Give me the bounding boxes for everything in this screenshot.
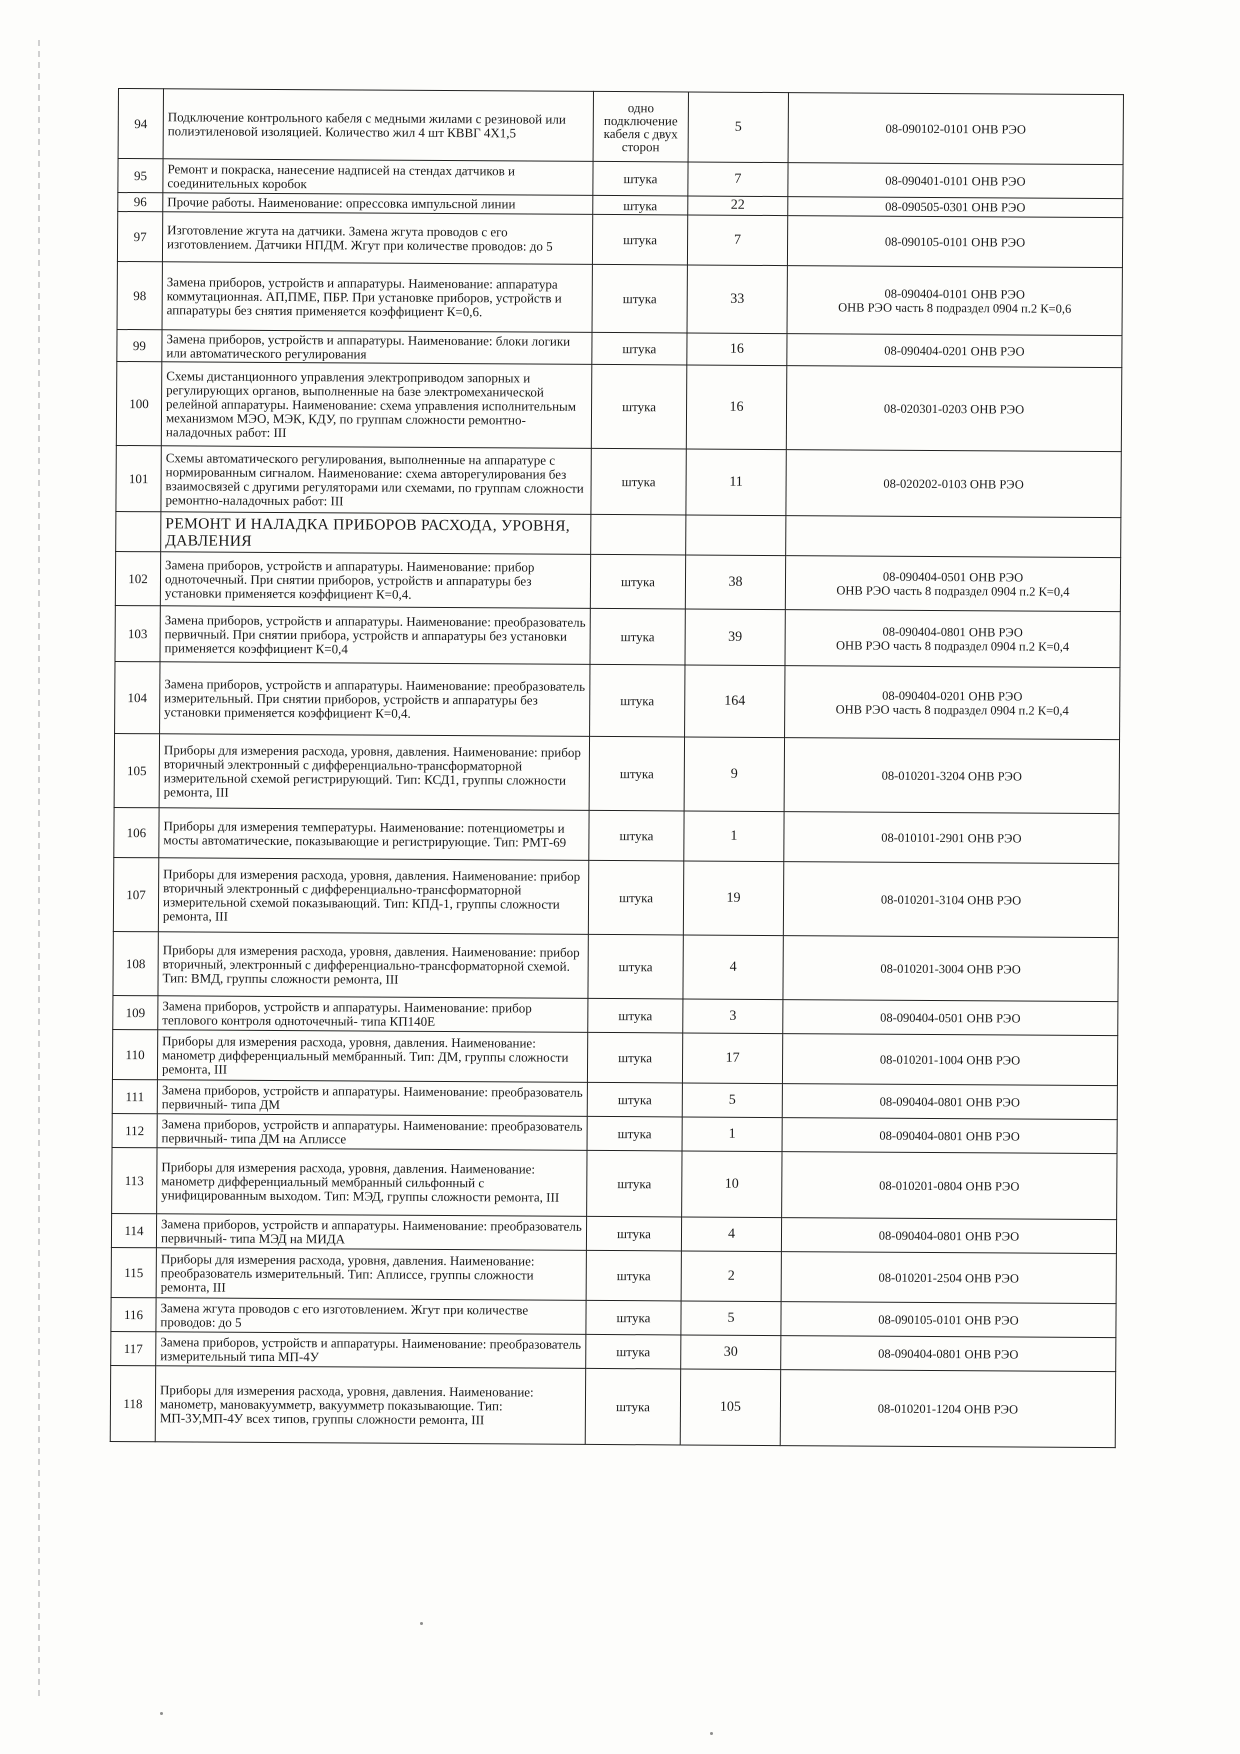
unit-cell: штука [588,998,683,1033]
quantity-cell: 4 [681,1217,781,1252]
quantity-cell: 105 [680,1369,780,1446]
row-number: 111 [112,1079,157,1113]
row-number: 106 [114,807,159,857]
quantity-cell: 22 [688,196,788,216]
norm-code-cell: 08-090404-0101 ОНВ РЭО ОНВ РЭО часть 8 подраздел 0904 п.2 К=0,6 [787,266,1122,336]
unit-cell: штука [586,1216,681,1251]
work-description: Замена приборов, устройств и аппаратуры. Наименование: преобразователь измерительный. При снятии приборов, устройств и аппаратуры без установки применяется коэффициент К=0,4. [160,662,590,737]
norm-code-cell: 08-090505-0301 ОНВ РЭО [788,197,1123,218]
row-number: 109 [113,995,158,1029]
quantity-cell: 7 [687,215,787,266]
works-table [110,88,1124,1448]
unit-cell: штука [587,1082,682,1117]
norm-code-cell: 08-020301-0203 ОНВ РЭО [786,366,1122,452]
unit-cell: штука [589,810,684,861]
work-description: Замена приборов, устройств и аппаратуры. Наименование: преобразователь первичный- типа ДМ на Аплиссе [157,1114,587,1151]
row-number: 96 [118,193,163,212]
table-row [111,1247,1116,1303]
norm-code-cell: 08-090404-0801 ОНВ РЭО [781,1336,1116,1372]
row-number [116,511,161,551]
work-description: Схемы автоматического регулирования, выполненные на аппаратуре с нормированным сигналом. Наименование: схема авторегулирования без взаимосвязей с другими регуляторами или схемами, по группам сложности ремонтно-наладочных работ: III [161,446,591,515]
works-table-body [110,89,1123,1448]
row-number: 104 [115,661,160,733]
quantity-cell: 1 [682,1117,782,1152]
row-number: 118 [110,1365,155,1441]
scan-speck [160,1712,163,1715]
norm-code-cell: 08-020202-0103 ОНВ РЭО [786,450,1121,518]
work-description: Замена приборов, устройств и аппаратуры. Наименование: аппаратура коммутационная. АП,ПМЕ, ПБР. При установке приборов, устройств и аппаратуры без снятия применяется коэффициент К=0,6. [162,262,592,333]
row-number: 94 [118,89,163,159]
quantity-cell: 38 [685,555,785,610]
row-number: 100 [116,361,162,445]
row-number: 98 [117,261,162,329]
table-row [115,605,1120,667]
unit-cell: штука [591,448,686,515]
quantity-cell: 3 [683,999,783,1034]
norm-code-cell: 08-010201-0804 ОНВ РЭО [782,1152,1117,1220]
norm-code-cell: 08-090404-0201 ОНВ РЭО [787,334,1122,368]
unit-cell [591,514,686,555]
unit-cell: штука [590,554,685,609]
norm-code-cell [786,516,1121,558]
work-description: Приборы для измерения расхода, уровня, давления. Наименование: манометр, мановакуумметр, вакуумметр показывающие. Тип: МП-3У,МП-4У всех типов, группы сложности ремонта, III [155,1366,585,1445]
work-description: Схемы дистанционного управления электроприводом запорных и регулирующих органов, выполненные на базе электромеханической релейной аппаратуры. Наименование: схема управления исполнительным механизмом МЭО, МЭК, КДУ, по группам сложности ремонтно-наладочных работ: III [161,362,592,449]
row-number: 115 [111,1247,156,1297]
unit-cell: штука [592,332,687,365]
table-row [112,1029,1117,1085]
unit-cell: штука [591,364,687,449]
table-row [113,931,1118,1001]
work-description: Приборы для измерения расхода, уровня, давления. Наименование: прибор вторичный электронный с дифференциально-трансформаторной измерительной схемой регистрирующий. Тип: КСД1, группы сложности ремонта, III [159,734,589,811]
row-number: 105 [114,733,159,807]
row-number: 97 [117,212,162,262]
norm-code-cell: 08-090404-0801 ОНВ РЭО [781,1218,1116,1254]
quantity-cell: 39 [685,609,785,666]
row-number: 101 [116,445,161,511]
table-row [117,212,1122,268]
quantity-cell: 5 [682,1083,782,1118]
work-description: Замена приборов, устройств и аппаратуры. Наименование: преобразователь первичный. При снятии прибора, устройств и аппаратуры без установки применяется коэффициент К=0,4 [160,606,590,665]
norm-code-cell: 08-010201-3104 ОНВ РЭО [783,862,1118,938]
work-description: Замена приборов, устройств и аппаратуры. Наименование: преобразователь первичный- типа ДМ [157,1080,587,1117]
unit-cell: штука [585,1368,680,1445]
unit-cell: штука [588,860,683,935]
work-description: Приборы для измерения расхода, уровня, давления. Наименование: прибор вторичный электронный с дифференциально-трансформаторной измерительной схемой показывающий. Тип: КПД-1, группы сложности ремонта, III [158,858,588,935]
unit-cell: штука [586,1250,681,1301]
norm-code-cell: 08-090404-0201 ОНВ РЭО ОНВ РЭО часть 8 подраздел 0904 п.2 К=0,4 [785,666,1120,740]
row-number: 112 [112,1113,157,1147]
norm-code-cell: 08-010201-1004 ОНВ РЭО [782,1034,1117,1086]
work-description: Ремонт и покраска, нанесение надписей на стендах датчиков и соединительных коробок [163,159,593,196]
work-description: Замена приборов, устройств и аппаратуры. Наименование: прибор теплового контроля одноточечный- типа КП140Е [158,996,588,1033]
table-row [114,733,1119,813]
norm-code-cell: 08-090105-0101 ОНВ РЭО [787,216,1122,268]
table-row [114,807,1119,863]
table-row [112,1147,1117,1219]
norm-code-cell: 08-010201-1204 ОНВ РЭО [780,1370,1115,1448]
work-description: Изготовление жгута на датчики. Замена жгута проводов с его изготовлением. Датчики НПДМ. Жгут при количестве проводов: до 5 [162,212,592,265]
quantity-cell: 5 [681,1301,781,1336]
quantity-cell: 30 [681,1335,781,1370]
norm-code-cell: 08-090102-0101 ОНВ РЭО [788,93,1123,165]
quantity-cell: 10 [682,1151,782,1218]
section-header-row [116,511,1121,557]
work-description: Замена приборов, устройств и аппаратуры. Наименование: преобразователь первичный- типа МЭД на МИДА [156,1214,586,1251]
work-description: Приборы для измерения расхода, уровня, давления. Наименование: манометр дифференциальный мембранный сильфонный с унифицированным выходом. Тип: МЭД, группы сложности ремонта, III [157,1148,587,1217]
row-number: 114 [111,1213,156,1247]
row-number: 117 [111,1331,156,1365]
quantity-cell: 16 [686,365,787,450]
row-number: 102 [115,551,160,605]
row-number: 99 [117,329,162,361]
unit-cell: штука [590,608,685,665]
unit-cell: штука [587,1150,682,1217]
quantity-cell: 4 [683,935,783,1000]
norm-code-cell: 08-090404-0501 ОНВ РЭО ОНВ РЭО часть 8 подраздел 0904 п.2 К=0,4 [785,556,1120,612]
table-row [115,661,1120,739]
scan-speck [710,1732,713,1735]
norm-code-cell: 08-010101-2901 ОНВ РЭО [784,812,1119,864]
unit-cell: штука [589,736,684,811]
quantity-cell: 7 [688,162,788,197]
work-description: Замена приборов, устройств и аппаратуры. Наименование: преобразователь измерительный типа МП-4У [156,1332,586,1369]
scan-speck [420,1622,423,1625]
row-number: 95 [118,159,163,193]
quantity-cell: 2 [681,1251,781,1302]
quantity-cell: 19 [683,861,783,936]
work-description: Приборы для измерения температуры. Наименование: потенциометры и мосты автоматические, показывающие и регистрирующие. Тип: РМТ-69 [159,808,589,861]
unit-cell: штука [588,934,683,999]
work-description: Приборы для измерения расхода, уровня, давления. Наименование: манометр дифференциальный мембранный. Тип: ДМ, группы сложности ремонта, III [157,1030,587,1083]
unit-cell: штука [592,264,687,333]
row-number: 108 [113,931,158,995]
unit-cell: штука [590,664,685,737]
norm-code-cell: 08-090105-0101 ОНВ РЭО [781,1302,1116,1338]
row-number: 107 [113,857,158,931]
norm-code-cell: 08-090401-0101 ОНВ РЭО [788,163,1123,199]
quantity-cell: 17 [682,1033,782,1084]
table-row [116,445,1121,517]
norm-code-cell: 08-010201-3204 ОНВ РЭО [784,738,1119,814]
norm-code-cell: 08-090404-0801 ОНВ РЭО [782,1084,1117,1120]
quantity-cell: 9 [684,737,784,812]
quantity-cell: 5 [688,92,788,163]
table-row [117,261,1122,335]
work-description: Замена приборов, устройств и аппаратуры. Наименование: блоки логики или автоматического регулирования [162,330,592,365]
work-description: Подключение контрольного кабеля с медными жилами с резиновой или полиэтиленовой изоляцией. Количество жил 4 шт КВВГ 4Х1,5 [163,89,593,162]
norm-code-cell: 08-090404-0801 ОНВ РЭО [782,1118,1117,1154]
table-row [118,89,1123,165]
row-number: 103 [115,605,160,661]
row-number: 113 [112,1147,157,1213]
unit-cell: штука [593,161,688,196]
quantity-cell: 11 [686,449,786,516]
section-title: РЕМОНТ И НАЛАДКА ПРИБОРОВ РАСХОДА, УРОВНЯ, ДАВЛЕНИЯ [161,512,591,555]
unit-cell: штука [593,195,688,215]
quantity-cell: 33 [687,265,787,334]
norm-code-cell: 08-010201-3004 ОНВ РЭО [783,936,1118,1002]
unit-cell: штука [587,1116,682,1151]
row-number: 110 [112,1029,157,1079]
work-description: Замена жгута проводов с его изготовлением. Жгут при количестве проводов: до 5 [156,1298,586,1335]
work-description: Прочие работы. Наименование: опрессовка импульсной линии [163,193,593,215]
norm-code-cell: 08-090404-0501 ОНВ РЭО [783,1000,1118,1036]
work-description: Приборы для измерения расхода, уровня, давления. Наименование: прибор вторичный, электронный с дифференциально-трансформаторной схемой. Тип: ВМД, группы сложности ремонта, III [158,932,588,999]
quantity-cell: 164 [685,665,785,738]
table-row [113,857,1118,937]
quantity-cell [686,515,786,556]
row-number: 116 [111,1297,156,1331]
work-description: Приборы для измерения расхода, уровня, давления. Наименование: преобразователь измерительный. Тип: Аплиссе, группы сложности ремонта, III [156,1248,586,1301]
norm-code-cell: 08-090404-0801 ОНВ РЭО ОНВ РЭО часть 8 подраздел 0904 п.2 К=0,4 [785,610,1120,668]
norm-code-cell: 08-010201-2504 ОНВ РЭО [781,1252,1116,1304]
unit-cell: штука [586,1300,681,1335]
unit-cell: одно подключение кабеля с двух сторон [593,91,688,162]
unit-cell: штука [586,1334,681,1369]
table-row [115,551,1120,611]
quantity-cell: 16 [687,333,787,366]
unit-cell: штука [592,214,687,265]
quantity-cell: 1 [684,811,784,862]
table-row [110,1365,1115,1447]
scan-edge-mark [38,40,40,1700]
unit-cell: штука [587,1032,682,1083]
table-row [116,361,1121,451]
work-description: Замена приборов, устройств и аппаратуры. Наименование: прибор одноточечный. При снятии приборов, устройств и аппаратуры без установки применяется коэффициент К=0,4. [160,552,590,609]
